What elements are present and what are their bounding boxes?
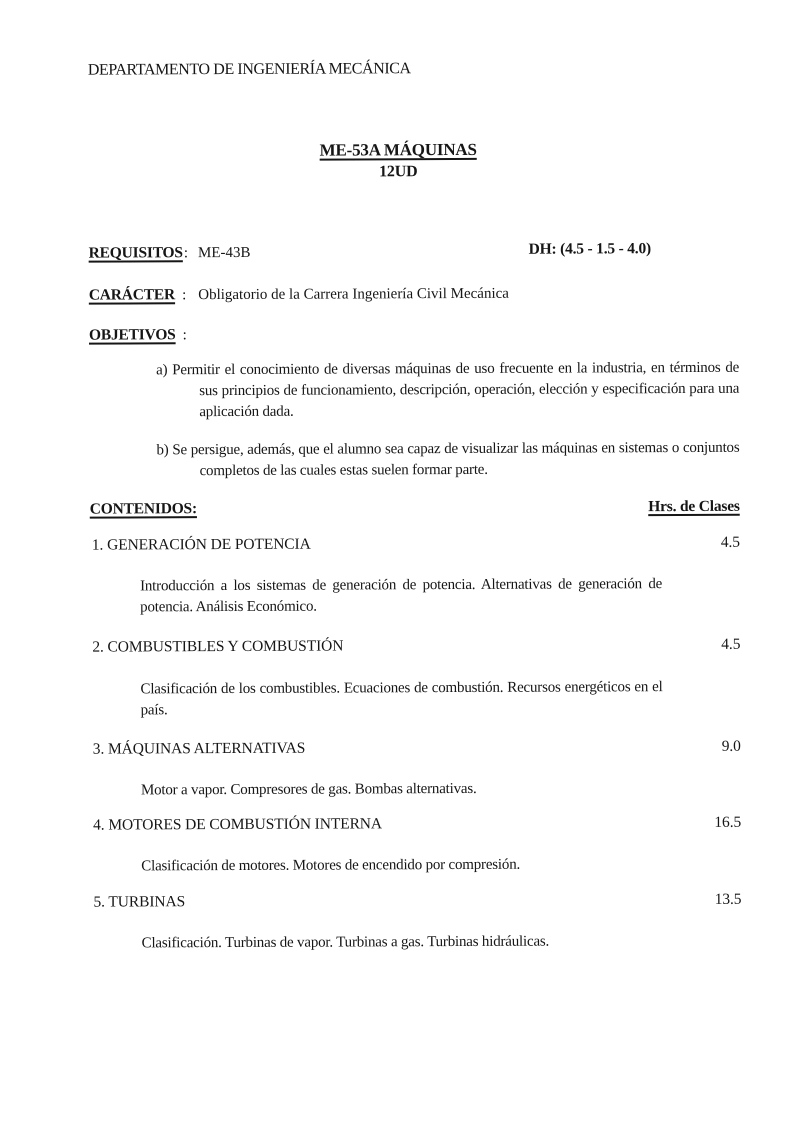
section-description: Clasificación de motores. Motores de encendido por compresión. [141,856,521,875]
caracter-label: CARÁCTER [88,286,176,304]
requisitos-colon: : [183,245,189,262]
objective-text: Permitir el conocimiento de diversas máquinas de uso frecuente en la industria, en términos de sus principios de funcionamiento, descripción, operación, elección y especificación para una aplicación dada. [172,359,740,421]
caracter-row [89,285,509,305]
section-description: Clasificación. Turbinas de vapor. Turbinas a gas. Turbinas hidráulicas. [141,933,550,952]
section-description: Clasificación de los combustibles. Ecuaciones de combustión. Recursos energéticos en el país. [140,679,663,719]
contenidos-label: CONTENIDOS: [89,500,197,518]
contents-header-row [90,498,740,519]
dh-hours: DH: (4.5 - 1.5 - 4.0) [528,240,651,258]
section-hours: 13.5 [714,890,742,908]
section-title-row [93,891,741,912]
section-description: Introducción a los sistemas de generación de potencia. Alternativas de generación de potencia. Análisis Económico. [140,576,663,616]
objective-item-a [156,358,739,424]
objective-marker: b) [156,442,169,459]
section-title: 4. MOTORES DE COMBUSTIÓN INTERNA [93,815,383,834]
requisitos-value: ME-43B [197,244,251,262]
section-title-row [93,814,741,835]
section-hours: 16.5 [714,813,742,831]
section-hours: 4.5 [720,533,740,551]
objective-marker: a) [156,362,168,379]
section-title: 1. GENERACIÓN DE POTENCIA [91,535,311,554]
section-title-row [92,534,740,555]
section-title-row [92,636,740,657]
course-title-block [0,138,798,185]
course-title: ME-53A MÁQUINAS [319,139,477,160]
course-units: 12UD [379,163,418,181]
section-title: 2. COMBUSTIBLES Y COMBUSTIÓN [92,637,344,656]
section-title: 5. TURBINAS [93,893,186,911]
department-header: DEPARTAMENTO DE INGENIERÍA MECÁNICA [87,60,411,79]
objetivos-colon: : [182,327,187,344]
section-description: Motor a vapor. Compresores de gas. Bombas alternativas. [140,780,477,799]
objective-text: Se persigue, además, que el alumno sea capaz de visualizar las máquinas en sistemas o conjuntos completos de las cuales estas suelen formar parte. [172,439,740,480]
requisitos-row [88,240,651,263]
hours-column-header: Hrs. de Clases [648,497,740,516]
section-title: 3. MÁQUINAS ALTERNATIVAS [92,739,306,758]
section-title-row [93,738,741,759]
objetivos-label: OBJETIVOS [88,326,176,344]
caracter-value: Obligatorio de la Carrera Ingeniería Civil Mecánica [198,285,509,304]
caracter-colon: : [182,287,187,304]
section-hours: 4.5 [721,635,741,653]
objetivos-row [89,326,189,344]
requisitos-label: REQUISITOS [88,244,183,262]
section-hours: 9.0 [721,737,741,755]
objective-item-b [156,438,739,483]
